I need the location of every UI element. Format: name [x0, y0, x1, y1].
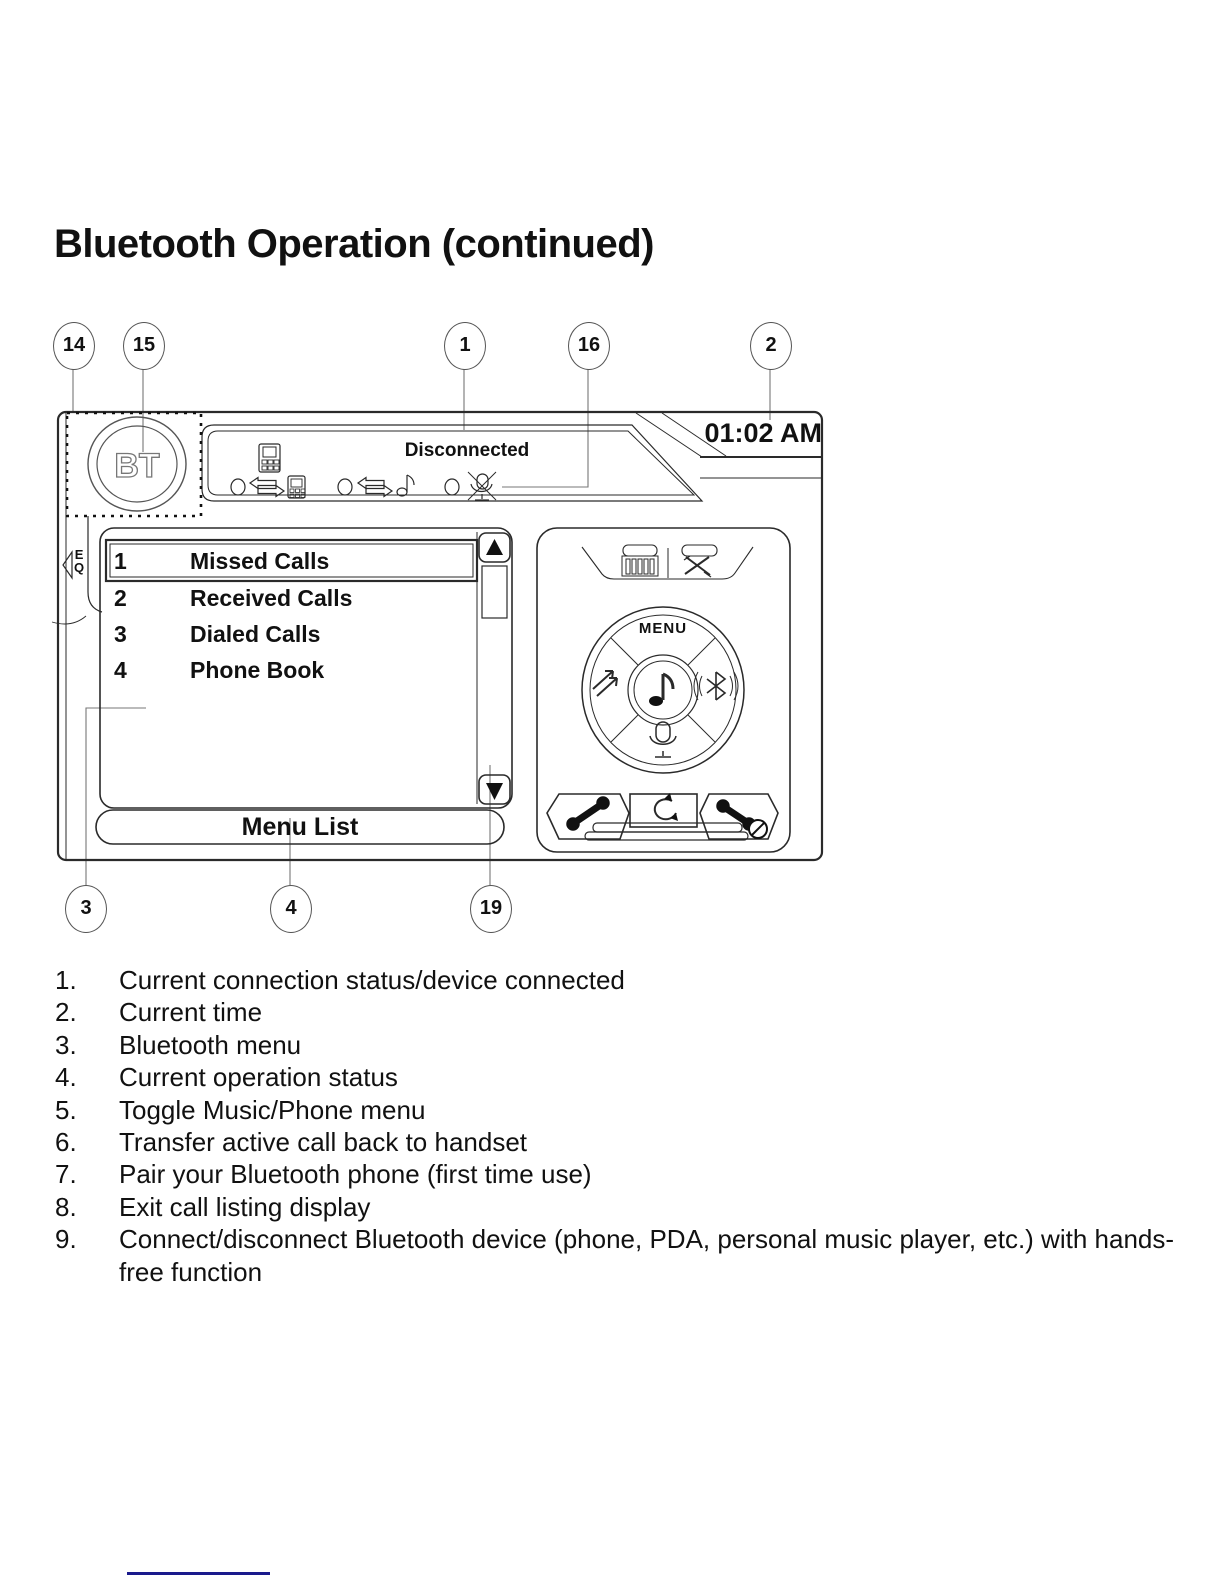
callout-14: 14 [53, 322, 95, 370]
legend-item: 9. Connect/disconnect Bluetooth device (phone, PDA, personal music player, etc.) with hands-free function [55, 1224, 1175, 1287]
music-note-icon [397, 475, 414, 496]
legend-item: 5. Toggle Music/Phone menu [55, 1094, 426, 1125]
menu-item-missed-calls: Missed Calls [190, 548, 330, 574]
menu-item-number: 2 [114, 585, 127, 611]
callout-4: 4 [270, 885, 312, 933]
menu-list-panel [96, 528, 512, 844]
connection-status: Disconnected [404, 440, 530, 461]
legend-item: 4. Current operation status [55, 1062, 398, 1093]
indicator-dot-icon [231, 479, 245, 495]
callout-1: 1 [444, 322, 486, 370]
indicator-dot-icon [445, 479, 459, 495]
legend-list [50, 964, 1180, 1288]
music-phone-toggle-icon [649, 674, 673, 706]
svg-text:BT: BT [114, 447, 160, 485]
call-buttons [547, 793, 778, 840]
scrollbar [479, 533, 510, 804]
menu-pad-label: MENU [638, 620, 688, 637]
eq-tab-label: E Q [74, 547, 85, 575]
scrollbar-thumb [482, 566, 507, 618]
menu-item-phone-book: Phone Book [190, 657, 325, 683]
legend-item: 2. Current time [55, 997, 263, 1028]
legend-item: 1. Current connection status/device connected [55, 965, 625, 995]
mute-mic-icon [468, 472, 496, 500]
callout-15: 15 [123, 322, 165, 370]
menu-item-number: 1 [114, 548, 127, 574]
menu-item-received-calls: Received Calls [190, 585, 353, 611]
menu-item-number: 3 [114, 621, 127, 647]
legend-item: 7. Pair your Bluetooth phone (first time use) [55, 1159, 592, 1190]
status-indicators [231, 472, 496, 500]
footer-link-underline [127, 1572, 270, 1575]
music-transfer-arrows-icon [358, 478, 392, 497]
clock: 01:02 AM [704, 418, 822, 448]
callout-3: 3 [65, 885, 107, 933]
bt-logo [88, 417, 186, 511]
cellphone-icon [259, 444, 280, 472]
callout-16: 16 [568, 322, 610, 370]
menu-item-dialed-calls: Dialed Calls [190, 621, 321, 647]
redial-icon [655, 793, 678, 821]
legend-item: 3. Bluetooth menu [55, 1029, 302, 1060]
page-title: Bluetooth Operation (continued) [54, 222, 654, 266]
legend-item: 8. Exit call listing display [55, 1191, 371, 1222]
setup-tools-icon [684, 556, 711, 577]
mic-icon [650, 722, 676, 757]
bluetooth-icon [694, 672, 738, 700]
callout-19: 19 [470, 885, 512, 933]
legend-item: 6. Transfer active call back to handset [55, 1127, 528, 1158]
up-arrow-icon [486, 539, 503, 555]
transfer-arrow-icon [593, 671, 617, 696]
volume-bars-icon [622, 556, 658, 576]
indicator-dot-icon [338, 479, 352, 495]
menu-list-footer: Menu List [241, 813, 359, 841]
down-arrow-icon [486, 783, 503, 800]
phone-transfer-arrows-icon [250, 478, 284, 497]
menu-item-number: 4 [114, 657, 127, 683]
eq-arrow-icon [63, 552, 72, 578]
answer-call-handset-icon [567, 797, 609, 830]
callout-2: 2 [750, 322, 792, 370]
control-panel [537, 528, 790, 852]
